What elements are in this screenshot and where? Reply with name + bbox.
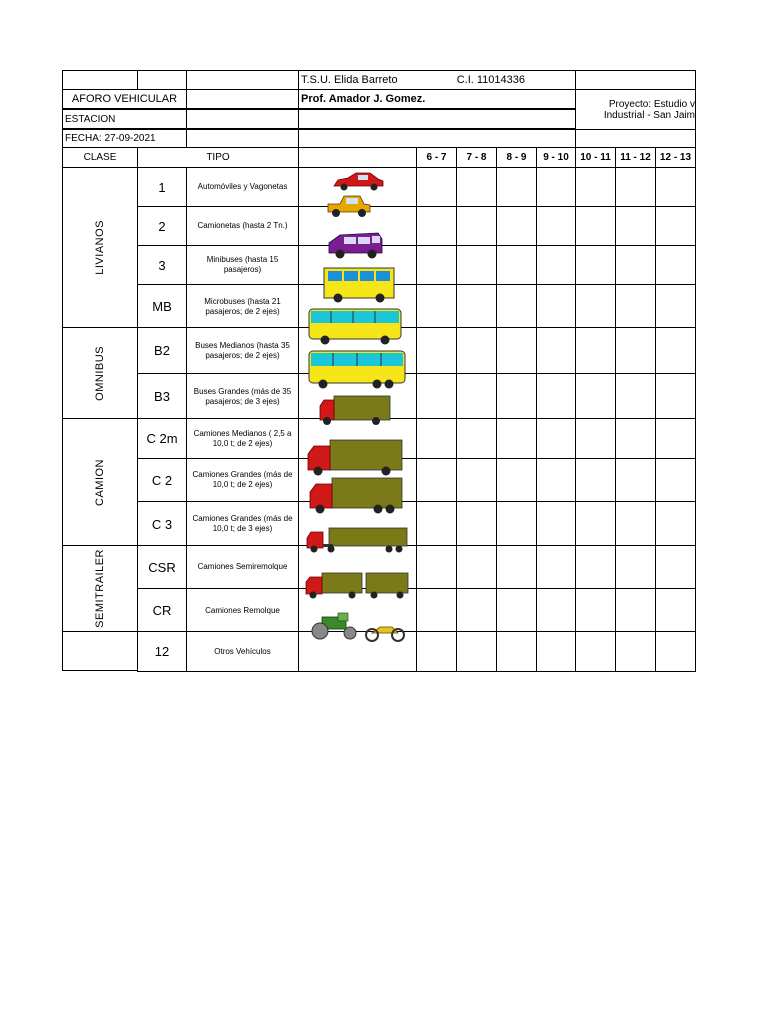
count-cell[interactable]: [615, 167, 656, 207]
count-cell[interactable]: [456, 631, 497, 672]
count-cell[interactable]: [615, 327, 656, 374]
count-cell[interactable]: [655, 327, 696, 374]
count-cell[interactable]: [615, 501, 656, 547]
count-cell[interactable]: [536, 588, 576, 633]
count-cell[interactable]: [536, 327, 576, 374]
count-cell[interactable]: [655, 631, 696, 672]
count-cell[interactable]: [575, 327, 616, 374]
count-cell[interactable]: [456, 245, 497, 285]
professor-name: Prof. Amador J. Gomez.: [298, 89, 576, 109]
col-header-clase: CLASE: [62, 147, 138, 168]
author-cell: [298, 70, 576, 90]
count-cell[interactable]: [496, 458, 537, 502]
tractor-icon: [308, 611, 360, 641]
hour-header: 11 - 12: [615, 147, 656, 168]
count-cell[interactable]: [496, 588, 537, 633]
col-header-image: [298, 147, 417, 168]
vehicle-description: Microbuses (hasta 21 pasajeros; de 2 ejes): [186, 284, 299, 329]
count-cell[interactable]: [655, 418, 696, 459]
date-label: FECHA: 27-09-2021: [62, 129, 187, 148]
count-cell[interactable]: [536, 284, 576, 329]
count-cell[interactable]: [456, 545, 497, 589]
count-cell[interactable]: [536, 501, 576, 547]
count-cell[interactable]: [536, 206, 576, 246]
count-cell[interactable]: [575, 588, 616, 633]
count-cell[interactable]: [416, 167, 457, 207]
sheet-title: AFORO VEHICULAR: [62, 89, 187, 109]
header-blank-1: [62, 70, 138, 90]
trailer-truck-icon: [304, 570, 410, 602]
count-cell[interactable]: [496, 501, 537, 547]
header-blank-5: [186, 89, 299, 109]
count-cell[interactable]: [456, 284, 497, 329]
vehicle-description: Otros Vehículos: [186, 631, 299, 672]
count-cell[interactable]: [416, 458, 457, 502]
vehicle-code: 2: [137, 206, 187, 246]
vehicle-description: Minibuses (hasta 15 pasajeros): [186, 245, 299, 285]
pickup-icon: [326, 192, 372, 220]
count-cell[interactable]: [456, 206, 497, 246]
header-blank-8: [186, 129, 299, 148]
count-cell[interactable]: [416, 631, 457, 672]
station-label: ESTACION: [62, 109, 187, 129]
hour-header: 10 - 11: [575, 147, 616, 168]
count-cell[interactable]: [416, 284, 457, 329]
semitrailer-icon: [305, 526, 409, 556]
vehicle-description: Buses Medianos (hasta 35 pasajeros; de 2 ejes): [186, 327, 299, 374]
vehicle-code: 1: [137, 167, 187, 207]
count-cell[interactable]: [456, 167, 497, 207]
col-header-tipo: TIPO: [137, 147, 299, 168]
count-cell[interactable]: [575, 206, 616, 246]
count-cell[interactable]: [416, 501, 457, 547]
count-cell[interactable]: [456, 501, 497, 547]
author-name: T.S.U. Elida Barreto: [301, 74, 398, 86]
bus-large-icon: [307, 348, 407, 390]
bus-medium-icon: [307, 306, 403, 346]
count-cell[interactable]: [536, 631, 576, 672]
count-cell[interactable]: [615, 458, 656, 502]
group-label: CAMION: [94, 458, 106, 506]
truck-3axle-icon: [308, 476, 404, 516]
header-blank-4: [575, 70, 696, 90]
vehicle-code: B3: [137, 373, 187, 420]
header-blank-9: [298, 129, 576, 148]
count-cell[interactable]: [536, 458, 576, 502]
count-cell[interactable]: [615, 418, 656, 459]
count-cell[interactable]: [655, 501, 696, 547]
count-cell[interactable]: [655, 588, 696, 633]
count-cell[interactable]: [655, 284, 696, 329]
vehicle-code: 3: [137, 245, 187, 285]
count-cell[interactable]: [655, 167, 696, 207]
count-cell[interactable]: [496, 206, 537, 246]
count-cell[interactable]: [655, 458, 696, 502]
hour-header: 7 - 8: [456, 147, 497, 168]
count-cell[interactable]: [456, 458, 497, 502]
group-livianos: [62, 167, 138, 328]
count-cell[interactable]: [615, 206, 656, 246]
count-cell[interactable]: [575, 418, 616, 459]
header-blank-7: [298, 109, 576, 129]
count-cell[interactable]: [456, 418, 497, 459]
count-cell[interactable]: [416, 588, 457, 633]
count-cell[interactable]: [496, 245, 537, 285]
header-blank-6: [186, 109, 299, 129]
count-cell[interactable]: [575, 245, 616, 285]
count-cell[interactable]: [496, 167, 537, 207]
count-cell[interactable]: [416, 418, 457, 459]
count-cell[interactable]: [496, 418, 537, 459]
vehicle-description: Automóviles y Vagonetas: [186, 167, 299, 207]
hour-header: 12 - 13: [655, 147, 696, 168]
vehicle-code: C 3: [137, 501, 187, 547]
microbus-icon: [322, 266, 396, 304]
count-cell[interactable]: [496, 545, 537, 589]
group-omnibus: [62, 327, 138, 419]
count-cell[interactable]: [575, 458, 616, 502]
project-cell: [575, 89, 696, 130]
count-cell[interactable]: [456, 327, 497, 374]
count-cell[interactable]: [615, 373, 656, 420]
group-blank: [62, 631, 138, 671]
vehicle-code: MB: [137, 284, 187, 329]
count-cell[interactable]: [496, 327, 537, 374]
count-cell[interactable]: [615, 545, 656, 589]
count-cell[interactable]: [536, 545, 576, 589]
count-cell[interactable]: [655, 373, 696, 420]
vehicle-description: Camiones Semiremolque: [186, 545, 299, 589]
count-cell[interactable]: [416, 206, 457, 246]
header-blank-3: [186, 70, 299, 90]
vehicle-description: Buses Grandes (más de 35 pasajeros; de 3 ejes): [186, 373, 299, 420]
group-camion: [62, 418, 138, 546]
count-cell[interactable]: [615, 631, 656, 672]
group-label: SEMITRAILER: [94, 549, 106, 628]
vehicle-description: Camiones Grandes (más de 10,0 t; de 3 ejes): [186, 501, 299, 547]
count-cell[interactable]: [496, 373, 537, 420]
vehicle-description: Camiones Remolque: [186, 588, 299, 633]
count-cell[interactable]: [615, 588, 656, 633]
header-blank-10: [575, 129, 696, 148]
vehicle-code: CSR: [137, 545, 187, 589]
hour-header: 8 - 9: [496, 147, 537, 168]
vehicle-code: B2: [137, 327, 187, 374]
vehicle-code: C 2m: [137, 418, 187, 459]
vehicle-description: Camiones Grandes (más de 10,0 t; de 2 ejes): [186, 458, 299, 502]
count-cell[interactable]: [575, 284, 616, 329]
hour-header: 6 - 7: [416, 147, 457, 168]
count-cell[interactable]: [536, 167, 576, 207]
vehicle-code: C 2: [137, 458, 187, 502]
minibus-icon: [326, 229, 386, 261]
count-cell[interactable]: [655, 206, 696, 246]
project-line-2: Industrial - San Jaim: [603, 109, 695, 121]
count-cell[interactable]: [496, 284, 537, 329]
count-cell[interactable]: [536, 245, 576, 285]
vehicle-description: Camiones Medianos ( 2,5 a 10,0 t; de 2 ejes): [186, 418, 299, 459]
count-cell[interactable]: [456, 373, 497, 420]
project-line-1: Proyecto: Estudio v: [608, 98, 695, 110]
group-label: OMNIBUS: [94, 345, 106, 401]
count-cell[interactable]: [615, 245, 656, 285]
count-cell[interactable]: [456, 588, 497, 633]
author-ci: C.I. 11014336: [456, 74, 525, 86]
vehicle-description: Camionetas (hasta 2 Tn.): [186, 206, 299, 246]
group-semitrailer: [62, 545, 138, 632]
motorcycle-icon: [364, 619, 406, 643]
truck-medium-icon: [318, 394, 392, 428]
count-cell[interactable]: [575, 167, 616, 207]
count-cell[interactable]: [536, 418, 576, 459]
vehicle-code: 12: [137, 631, 187, 672]
count-cell[interactable]: [575, 631, 616, 672]
count-cell[interactable]: [615, 284, 656, 329]
count-cell[interactable]: [655, 545, 696, 589]
count-cell[interactable]: [496, 631, 537, 672]
count-cell[interactable]: [575, 373, 616, 420]
count-cell[interactable]: [575, 545, 616, 589]
count-cell[interactable]: [416, 327, 457, 374]
group-label: LIVIANOS: [94, 220, 106, 275]
truck-large-icon: [306, 438, 404, 478]
count-cell[interactable]: [655, 245, 696, 285]
vehicle-code: CR: [137, 588, 187, 633]
count-cell[interactable]: [416, 373, 457, 420]
header-blank-2: [137, 70, 187, 90]
hour-header: 9 - 10: [536, 147, 576, 168]
count-cell[interactable]: [416, 245, 457, 285]
car-icon: [330, 170, 386, 192]
count-cell[interactable]: [536, 373, 576, 420]
count-cell[interactable]: [416, 545, 457, 589]
count-cell[interactable]: [575, 501, 616, 547]
